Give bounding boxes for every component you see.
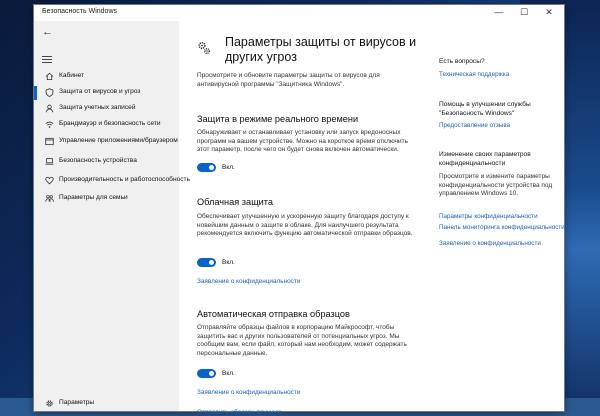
person-icon: [45, 104, 54, 113]
page-intro: Просмотрите и обновите параметры защиты от вирусов для антивирусной программы "Защитника Windows".: [197, 72, 380, 88]
privacy-heading: Изменение своих параметров конфиденциальности: [439, 151, 531, 167]
sidebar-item-label: Производительность и работоспособность: [59, 176, 191, 183]
sidebar-item-virus-protection[interactable]: [34, 85, 179, 101]
samples-privacy-link[interactable]: Заявление о конфиденциальности: [197, 389, 301, 396]
family-icon: [45, 194, 54, 203]
sidebar-item-label: Параметры: [59, 399, 95, 406]
realtime-toggle-state: Вкл.: [222, 164, 235, 171]
wifi-icon: [45, 120, 54, 129]
sidebar-item-label: Кабинет: [59, 72, 85, 79]
sidebar-item-family-options[interactable]: [34, 191, 179, 207]
browser-window-icon: [45, 137, 54, 146]
sidebar-item-label: Защита учетных записей: [59, 104, 136, 111]
security-window: [34, 5, 565, 416]
privacy-statement-link[interactable]: Заявление о конфиденциальности: [439, 240, 541, 247]
sidebar-item-app-browser-control[interactable]: [34, 134, 179, 150]
samples-toggle[interactable]: [197, 369, 216, 378]
cloud-privacy-link[interactable]: Заявление о конфиденциальности: [197, 278, 301, 285]
home-icon: [45, 72, 54, 81]
submit-sample-link[interactable]: Отправить образец вручную: [197, 409, 282, 416]
privacy-settings-link[interactable]: Параметры конфиденциальности: [439, 213, 538, 220]
privacy-text: Просмотрите и измените параметры конфиденциальности устройства под управлением Windows 10.: [439, 173, 553, 198]
minimize-button[interactable]: —: [494, 7, 504, 17]
cloud-toggle[interactable]: [197, 258, 216, 267]
sidebar-item-label: Брандмауэр и безопасность сети: [59, 120, 161, 127]
sidebar-item-label: Защита от вирусов и угроз: [59, 88, 141, 95]
hamburger-menu-icon[interactable]: [42, 54, 52, 65]
cloud-toggle-state: Вкл.: [222, 259, 235, 266]
improve-heading: Помощь в улучшении службы "Безопасность Windows": [439, 101, 531, 117]
sidebar-item-account-protection[interactable]: [34, 101, 179, 117]
samples-section-title: Автоматическая отправка образцов: [197, 309, 350, 319]
right-panel: [432, 21, 565, 411]
support-link[interactable]: Техническая поддержка: [439, 71, 510, 78]
feedback-link[interactable]: Предоставление отзыва: [439, 122, 511, 129]
shield-icon: [45, 88, 54, 97]
laptop-icon: [45, 157, 54, 166]
gear-icon: [45, 399, 54, 408]
main-content: [179, 21, 424, 416]
sidebar: [34, 21, 191, 411]
sidebar-item-home[interactable]: [34, 69, 179, 85]
sidebar-item-label: Безопасность устройства: [59, 157, 137, 164]
back-arrow-icon[interactable]: ←: [42, 26, 53, 38]
window-title: Безопасность Windows: [42, 8, 117, 15]
sidebar-item-settings[interactable]: [34, 396, 179, 412]
maximize-button[interactable]: ☐: [519, 7, 529, 17]
page-title: Параметры защиты от вирусов и других угроз: [225, 35, 417, 64]
sidebar-item-firewall[interactable]: [34, 117, 179, 133]
sidebar-item-label: Параметры для семьи: [59, 194, 128, 201]
sidebar-item-label: Управление приложениями/браузером: [59, 137, 178, 144]
heart-icon: [45, 176, 54, 185]
title-bar[interactable]: [34, 5, 564, 21]
samples-section-desc: Отправляйте образцы файлов в корпорацию Майкрософт, чтобы защитить вас и других пользователей от потенциальных угроз. Мы сообщим вам, если файл, который нам необходим, может содержать персональные данные.: [197, 324, 407, 357]
sidebar-item-performance-health[interactable]: [34, 173, 191, 189]
samples-toggle-state: Вкл.: [222, 370, 235, 377]
questions-heading: Есть вопросы?: [439, 58, 485, 65]
close-button[interactable]: ✕: [545, 7, 553, 17]
gears-icon: [197, 41, 211, 55]
sidebar-item-device-security[interactable]: [34, 154, 179, 170]
cloud-section-desc: Обеспечивает улучшенную и ускоренную защиту благодаря доступу к новейшим данным о защите в облаке. Для наилучшего результата рекомендуется включить функцию автоматической отправки образцов.: [197, 213, 413, 238]
privacy-dashboard-link[interactable]: Панель мониторинга конфиденциальности: [439, 224, 565, 231]
realtime-toggle[interactable]: [197, 163, 216, 172]
realtime-section-title: Защита в режиме реального времени: [197, 114, 359, 124]
realtime-section-desc: Обнаруживает и останавливает установку или запуск вредоносных программ на вашем устройстве. Можно на короткое время отключить этот параметр, после чего он будет снова включен автоматически.: [197, 129, 408, 154]
cloud-section-title: Облачная защита: [197, 197, 273, 207]
